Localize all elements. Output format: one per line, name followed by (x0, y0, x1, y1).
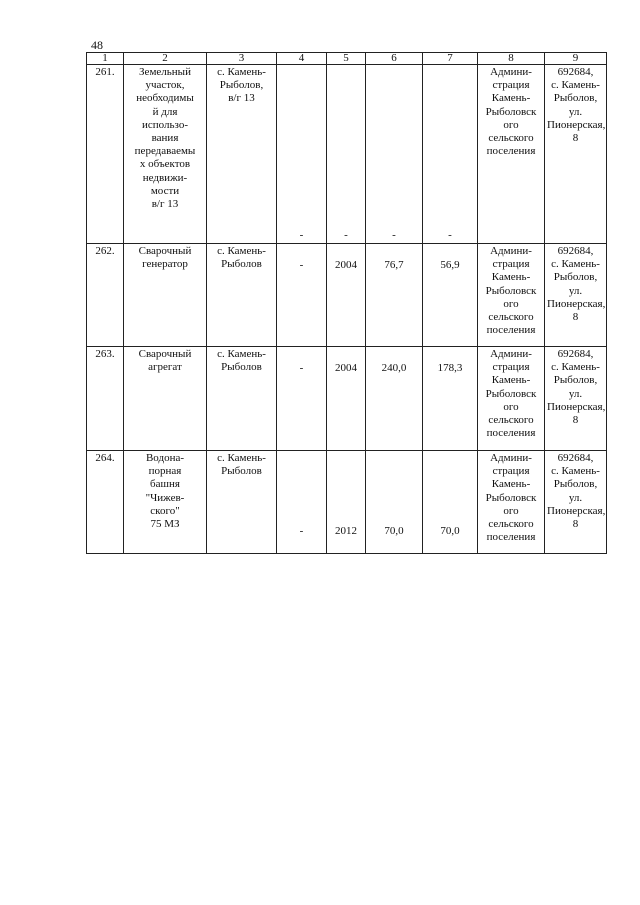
object-name: Сварочный агрегат (138, 348, 192, 374)
year-value: 2004 (335, 362, 357, 374)
holder-address-cell (545, 65, 607, 244)
object-address: с. Камень- Рыболов, в/г 13 (217, 66, 266, 105)
column-6-value: 70,0 (384, 525, 404, 537)
row-number-cell (87, 65, 124, 244)
column-number-row (87, 53, 607, 65)
column-6-value: 240,0 (381, 362, 407, 374)
column-4-cell (277, 451, 327, 554)
object-address-cell (207, 65, 277, 244)
object-name: Водона- порная башня "Чижев- ского" 75 МЗ (145, 452, 185, 531)
holder-name: Админи- страция Камень- Рыболовск ого сельского поселения (485, 66, 537, 158)
table-row (87, 347, 607, 451)
column-7-cell (423, 451, 478, 554)
year-value: 2012 (335, 525, 357, 537)
table-row (87, 244, 607, 347)
row-number: 261. (95, 66, 115, 78)
holder-address: 692684, с. Камень- Рыболов, ул. Пионерская, 8 (547, 348, 606, 427)
column-number: 9 (545, 53, 607, 65)
row-number: 264. (95, 452, 115, 464)
year-cell (327, 451, 366, 554)
column-number: 1 (87, 53, 124, 65)
table-row (87, 451, 607, 554)
column-6-value: - (392, 228, 396, 241)
holder-name: Админи- страция Камень- Рыболовск ого сельского поселения (485, 245, 537, 337)
holder-cell (478, 451, 545, 554)
column-7-cell (423, 244, 478, 347)
object-name: Земельный участок, необходимы й для использо- вания передаваемы х объектов недвижи- мости в/г 13 (134, 66, 196, 211)
object-address: с. Камень- Рыболов (217, 245, 266, 271)
holder-cell (478, 65, 545, 244)
year-cell (327, 244, 366, 347)
row-number: 263. (95, 348, 115, 360)
holder-address-cell (545, 451, 607, 554)
holder-address: 692684, с. Камень- Рыболов, ул. Пионерская, 8 (547, 66, 606, 145)
object-address-cell (207, 451, 277, 554)
holder-cell (478, 347, 545, 451)
holder-address-cell (545, 244, 607, 347)
page-number: 48 (91, 38, 103, 52)
table-row (87, 65, 607, 244)
column-6-cell (366, 244, 423, 347)
object-name-cell (124, 451, 207, 554)
holder-address: 692684, с. Камень- Рыболов, ул. Пионерская, 8 (547, 245, 606, 324)
holder-cell (478, 244, 545, 347)
column-4-value: - (299, 228, 304, 241)
column-4-value: - (299, 525, 304, 537)
column-6-cell (366, 65, 423, 244)
object-address: с. Камень- Рыболов (217, 348, 266, 374)
year-cell (327, 65, 366, 244)
object-name-cell (124, 244, 207, 347)
column-6-value: 76,7 (384, 259, 404, 271)
object-name-cell (124, 65, 207, 244)
column-number: 4 (277, 53, 327, 65)
column-4-cell (277, 65, 327, 244)
column-7-value: - (448, 228, 452, 241)
column-number: 7 (423, 53, 478, 65)
column-4-cell (277, 244, 327, 347)
object-name-cell (124, 347, 207, 451)
row-number-cell (87, 244, 124, 347)
column-number: 6 (366, 53, 423, 65)
year-value: - (344, 228, 348, 241)
row-number-cell (87, 347, 124, 451)
holder-name: Админи- страция Камень- Рыболовск ого сельского поселения (485, 452, 537, 544)
holder-address: 692684, с. Камень- Рыболов, ул. Пионерская, 8 (547, 452, 606, 531)
column-number: 8 (478, 53, 545, 65)
column-number: 2 (124, 53, 207, 65)
row-number: 262. (95, 245, 115, 257)
column-number: 5 (327, 53, 366, 65)
column-6-cell (366, 347, 423, 451)
column-4-value: - (299, 362, 304, 374)
column-7-value: 178,3 (437, 362, 463, 374)
column-4-cell (277, 347, 327, 451)
column-number: 3 (207, 53, 277, 65)
holder-name: Админи- страция Камень- Рыболовск ого сельского поселения (485, 348, 537, 440)
object-address: с. Камень- Рыболов (217, 452, 266, 478)
year-cell (327, 347, 366, 451)
holder-address-cell (545, 347, 607, 451)
column-6-cell (366, 451, 423, 554)
object-name: Сварочный генератор (138, 245, 192, 271)
property-registry-table (86, 52, 607, 554)
column-4-value: - (299, 259, 304, 271)
row-number-cell (87, 451, 124, 554)
column-7-value: 70,0 (440, 525, 460, 537)
column-7-cell (423, 65, 478, 244)
object-address-cell (207, 244, 277, 347)
year-value: 2004 (335, 259, 357, 271)
column-7-cell (423, 347, 478, 451)
object-address-cell (207, 347, 277, 451)
column-7-value: 56,9 (440, 259, 460, 271)
